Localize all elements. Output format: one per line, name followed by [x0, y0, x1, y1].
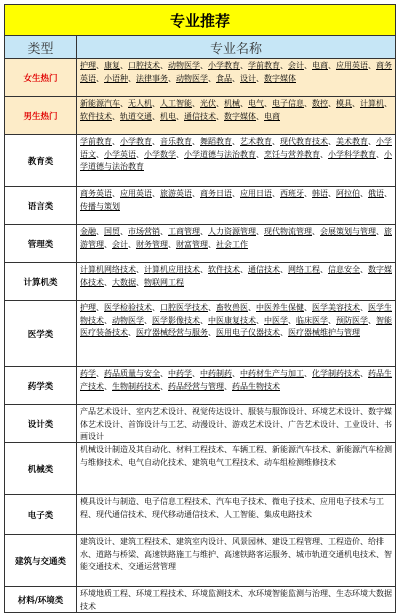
- major-item: 集成电路技术: [264, 509, 312, 519]
- major-item: 生态环境大数据技术: [80, 589, 392, 611]
- table-row: [5, 535, 395, 587]
- major-item: 现代移动通信技术: [152, 509, 216, 519]
- major-item: 工商管理: [168, 227, 200, 236]
- row-majors: 金融、国贸、市场营销、工商管理、人力资源管理、现代物流管理、会展策划与管理、旅游管理、会计、财务管理、财富管理、社会工作: [80, 227, 392, 249]
- major-item: 建筑电气工程技术: [192, 457, 256, 467]
- major-item: 环境监测技术: [192, 589, 240, 598]
- table-row: [5, 187, 395, 225]
- major-item: 工业设计: [344, 419, 376, 429]
- major-item: 小学科学教育: [328, 149, 376, 159]
- major-item: 韩语: [312, 189, 328, 198]
- major-item: 机械: [224, 99, 240, 108]
- major-item: 药品生产技术: [80, 369, 392, 391]
- major-item: 计算机应用技术: [144, 265, 200, 274]
- row-category: 建筑与交通类: [5, 535, 77, 586]
- row-majors: 产品艺术设计、室内艺术设计、视觉传达设计、服装与服饰设计、环境艺术设计、数字媒体艺术设计、首饰设计与工艺、动漫设计、游戏艺术设计、广告艺术设计、工业设计、书画设计: [80, 407, 392, 441]
- header-category: 类型: [5, 36, 77, 58]
- table-row: [5, 301, 395, 367]
- major-item: 数字媒体艺术设计: [80, 407, 392, 429]
- row-category: 医学类: [5, 301, 77, 366]
- major-item: 给排水: [80, 537, 384, 559]
- major-item: 护理: [80, 61, 96, 70]
- major-item: 无人机: [128, 99, 152, 108]
- major-recommendation-table: [4, 4, 396, 613]
- major-item: 新能源汽车检测与维修技术: [80, 445, 392, 467]
- major-item: 小学道德与法治教育: [184, 149, 256, 159]
- row-category: 药学类: [5, 367, 77, 404]
- major-item: 轨道交通: [120, 111, 152, 121]
- major-item: 模具设计与制造: [80, 497, 136, 506]
- row-majors: 药学、药品质量与安全、中药学、中药制药、中药材生产与加工、化学制药技术、药品生产技术、生物制药技术、药品经营与管理、药品生物技术: [80, 369, 392, 391]
- major-item: 应用电子技术与工程: [80, 497, 384, 519]
- major-item: 财富管理: [176, 239, 208, 249]
- major-item: 小学教育: [120, 137, 152, 146]
- major-item: 商务日语: [200, 189, 232, 198]
- table-title: 专业推荐: [5, 5, 395, 36]
- major-item: 动物医学: [112, 315, 144, 325]
- major-item: 计算机网络技术: [80, 265, 136, 274]
- major-item: 中医养生保健: [256, 303, 304, 312]
- major-item: 新能源汽车技术: [272, 445, 328, 454]
- major-item: 美术教育: [336, 137, 368, 146]
- major-item: 机械设计制造及其自动化: [80, 445, 168, 454]
- table-body: [5, 59, 395, 613]
- major-item: 数字媒体: [224, 111, 256, 121]
- major-item: 法律事务: [136, 73, 168, 83]
- major-item: 小语种: [104, 73, 128, 83]
- major-item: 畜牧兽医: [216, 303, 248, 312]
- major-item: 音乐教育: [160, 137, 192, 146]
- major-item: 现代通信技术: [96, 509, 144, 519]
- major-item: 建筑设计: [80, 537, 112, 546]
- major-item: 医学影像技术: [152, 315, 200, 325]
- major-item: 计算机: [360, 99, 384, 108]
- row-majors: 机械设计制造及其自动化、材料工程技术、车辆工程、新能源汽车技术、新能源汽车检测与维修技术、电气自动化技术、建筑电气工程技术、动车组检测维修技术: [80, 445, 392, 467]
- major-item: 设计: [240, 73, 256, 83]
- major-item: 电气: [248, 99, 264, 108]
- major-item: 网络工程: [288, 265, 320, 274]
- major-item: 新能源汽车: [80, 99, 120, 108]
- major-item: 医学生物技术: [80, 303, 392, 325]
- major-item: 电子信息: [272, 99, 304, 108]
- major-item: 光伏: [200, 99, 216, 108]
- major-item: 烹饪与营养教育: [264, 149, 320, 159]
- major-item: 西班牙: [280, 189, 304, 198]
- major-item: 软件技术: [80, 111, 112, 121]
- major-item: 俄语: [368, 189, 384, 198]
- table-row: [5, 225, 395, 263]
- major-item: 电商: [264, 111, 280, 121]
- major-item: 人力资源管理: [208, 227, 256, 236]
- major-item: 动物医学: [168, 61, 200, 70]
- major-item: 建筑室内设计: [176, 537, 224, 546]
- major-item: 商务英语: [80, 189, 112, 198]
- major-item: 工程造价: [328, 537, 360, 546]
- row-category: 教育类: [5, 135, 77, 186]
- major-item: 金融: [80, 227, 96, 236]
- table-header: [5, 36, 395, 59]
- major-item: 医用电子仪器技术: [216, 328, 280, 337]
- major-item: 道路与桥梁: [96, 549, 136, 559]
- major-item: 中医学: [264, 315, 288, 325]
- major-item: 书画设计: [80, 419, 392, 441]
- major-item: 人工智能: [160, 99, 192, 108]
- row-majors: 护理、康复、口腔技术、动物医学、小学教育、学前教育、会计、电商、应用英语、商务英语、小语种、法律事务、动物医学、食品、设计、数字媒体: [80, 61, 392, 83]
- major-item: 阿拉伯: [336, 189, 360, 198]
- major-item: 应用英语: [120, 189, 152, 198]
- major-item: 机电: [160, 111, 176, 121]
- major-item: 食品: [216, 73, 232, 83]
- major-item: 小学语文: [80, 137, 392, 159]
- row-category: 女生热门: [5, 59, 77, 96]
- major-item: 信息安全: [328, 265, 360, 274]
- major-item: 医学美容技术: [312, 303, 360, 312]
- major-item: 智能交通技术: [80, 549, 392, 571]
- major-item: 环境工程技术: [136, 589, 184, 598]
- major-item: 学前教育: [80, 137, 112, 146]
- row-category: 男生热门: [5, 97, 77, 134]
- major-item: 环境艺术设计: [312, 407, 360, 416]
- row-category: 机械类: [5, 443, 77, 494]
- major-item: 现代物流管理: [264, 227, 312, 236]
- major-item: 口腔医学技术: [160, 303, 208, 312]
- major-item: 应用日语: [240, 189, 272, 198]
- row-category: 设计类: [5, 405, 77, 442]
- major-item: 小学英语: [104, 149, 136, 159]
- major-item: 材料工程技术: [176, 445, 224, 454]
- major-item: 通信技术: [248, 265, 280, 274]
- major-item: 汽车电子技术: [216, 497, 264, 506]
- major-item: 大数据: [112, 277, 136, 287]
- major-item: 中医康复技术: [208, 315, 256, 325]
- major-item: 数字媒体: [264, 73, 296, 83]
- major-item: 高速铁路施工与维护: [144, 549, 216, 559]
- major-item: 模具: [336, 99, 352, 108]
- row-category: 计算机类: [5, 263, 77, 300]
- major-item: 车辆工程: [232, 445, 264, 454]
- major-item: 化学制药技术: [312, 369, 360, 378]
- major-item: 舞蹈教育: [200, 137, 232, 146]
- major-item: 生物制药技术: [112, 381, 160, 391]
- row-majors: 新能源汽车、无人机、人工智能、光伏、机械、电气、电子信息、数控、模具、计算机、软件技术、轨道交通、机电、通信技术、数字媒体、电商: [80, 99, 392, 121]
- major-item: 高速铁路客运服务: [224, 549, 288, 559]
- row-category: 材料/环境类: [5, 587, 77, 612]
- major-item: 建设工程管理: [272, 537, 320, 546]
- major-item: 现代教育技术: [280, 137, 328, 146]
- major-item: 中药制药: [200, 369, 232, 378]
- major-item: 应用英语: [336, 61, 368, 70]
- major-item: 药学: [80, 369, 96, 378]
- major-item: 康复: [104, 61, 120, 70]
- major-item: 药品生物技术: [232, 381, 280, 391]
- row-category: 电子类: [5, 495, 77, 534]
- table-row: [5, 59, 395, 97]
- major-item: 中药材生产与加工: [240, 369, 304, 378]
- major-item: 电子信息工程技术: [144, 497, 208, 506]
- major-item: 数控: [312, 99, 328, 108]
- major-item: 产品艺术设计: [80, 407, 128, 416]
- major-item: 社会工作: [216, 239, 248, 249]
- major-item: 通信技术: [184, 111, 216, 121]
- major-item: 城市轨道交通机电技术: [296, 549, 376, 559]
- major-item: 口腔技术: [128, 61, 160, 70]
- major-item: 药品经营与管理: [168, 381, 224, 391]
- major-item: 医疗器械经营与服务: [136, 328, 208, 337]
- row-majors: 环境地质工程、环境工程技术、环境监测技术、水环境智能监测与治理、生态环境大数据技术: [80, 589, 392, 611]
- major-item: 市场营销: [128, 227, 160, 236]
- major-item: 小学教育: [208, 61, 240, 70]
- major-item: 环境地质工程: [80, 589, 128, 598]
- major-item: 医疗器械维护与管理: [288, 328, 360, 337]
- table-row: [5, 495, 395, 535]
- table-row: [5, 263, 395, 301]
- major-item: 电气自动化技术: [128, 457, 184, 467]
- major-item: 医学检验技术: [104, 303, 152, 312]
- major-item: 国贸: [104, 227, 120, 236]
- major-item: 服装与服饰设计: [248, 407, 304, 416]
- row-category: 语言类: [5, 187, 77, 224]
- major-item: 广告艺术设计: [288, 419, 336, 429]
- row-majors: 学前教育、小学教育、音乐教育、舞蹈教育、艺术教育、现代教育技术、美术教育、小学语文、小学英语、小学数学、小学道德与法治教育、烹饪与营养教育、小学科学教育、小学道德与法治教育: [80, 137, 392, 171]
- major-item: 临床医学: [296, 315, 328, 325]
- table-row: [5, 443, 395, 495]
- major-item: 动漫设计: [192, 419, 224, 429]
- major-item: 会展策划与管理: [320, 227, 376, 236]
- table-row: [5, 587, 395, 613]
- row-majors: 建筑设计、建筑工程技术、建筑室内设计、风景园林、建设工程管理、工程造价、给排水、道路与桥梁、高速铁路施工与维护、高速铁路客运服务、城市轨道交通机电技术、智能交通技术、交通运营管理: [80, 537, 392, 571]
- major-item: 会计: [112, 239, 128, 249]
- major-item: 数字媒体技术: [80, 265, 392, 287]
- major-item: 风景园林: [232, 537, 264, 546]
- major-item: 物联网工程: [144, 277, 184, 287]
- major-item: 人工智能: [224, 509, 256, 519]
- major-item: 小学数学: [144, 149, 176, 159]
- table-row: [5, 135, 395, 187]
- major-item: 中药学: [168, 369, 192, 378]
- table-row: [5, 405, 395, 443]
- major-item: 动物医学: [176, 73, 208, 83]
- major-item: 游戏艺术设计: [232, 419, 280, 429]
- major-item: 软件技术: [208, 265, 240, 274]
- major-item: 交通运营管理: [128, 562, 176, 571]
- major-item: 首饰设计与工艺: [128, 419, 184, 429]
- major-item: 智能医疗装备技术: [80, 315, 392, 337]
- row-majors: 商务英语、应用英语、旅游英语、商务日语、应用日语、西班牙、韩语、阿拉伯、俄语、传播与策划: [80, 189, 392, 211]
- major-item: 动车组检测维修技术: [264, 457, 336, 467]
- major-item: 预防医学: [336, 315, 368, 325]
- major-item: 微电子技术: [272, 497, 312, 506]
- row-majors: 计算机网络技术、计算机应用技术、软件技术、通信技术、网络工程、信息安全、数字媒体技术、大数据、物联网工程: [80, 265, 392, 287]
- major-item: 学前教育: [248, 61, 280, 70]
- major-item: 护理: [80, 303, 96, 312]
- major-item: 药品质量与安全: [104, 369, 160, 378]
- major-item: 艺术教育: [240, 137, 272, 146]
- row-majors: 模具设计与制造、电子信息工程技术、汽车电子技术、微电子技术、应用电子技术与工程、现代通信技术、现代移动通信技术、人工智能、集成电路技术: [80, 497, 384, 519]
- major-item: 视觉传达设计: [192, 407, 240, 416]
- row-majors: 护理、医学检验技术、口腔医学技术、畜牧兽医、中医养生保健、医学美容技术、医学生物技术、动物医学、医学影像技术、中医康复技术、中医学、临床医学、预防医学、智能医疗装备技术、医疗器械经营与服务、医用电子仪器技术、医疗器械维护与管理: [80, 303, 392, 337]
- major-item: 建筑工程技术: [120, 537, 168, 546]
- major-item: 水环境智能监测与治理: [248, 589, 328, 598]
- major-item: 会计: [288, 61, 304, 70]
- table-row: [5, 97, 395, 135]
- major-item: 商务英语: [80, 61, 392, 83]
- table-row: [5, 367, 395, 405]
- row-category: 管理类: [5, 225, 77, 262]
- major-item: 旅游管理: [80, 227, 392, 249]
- major-item: 传播与策划: [80, 201, 120, 211]
- major-item: 电商: [312, 61, 328, 70]
- major-item: 室内艺术设计: [136, 407, 184, 416]
- major-item: 旅游英语: [160, 189, 192, 198]
- header-majors: 专业名称: [209, 41, 262, 57]
- major-item: 财务管理: [136, 239, 168, 249]
- major-item: 小学道德与法治教育: [80, 149, 392, 171]
